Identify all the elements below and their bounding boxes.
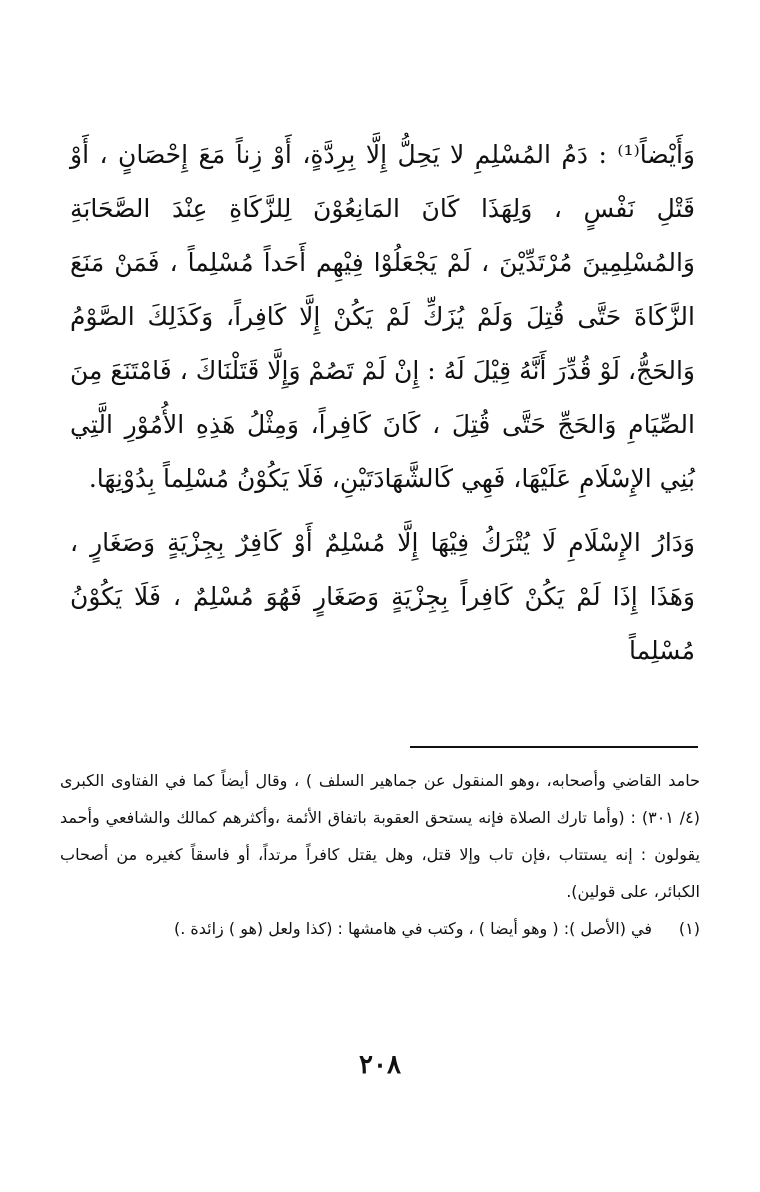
footnote-1-number: (١) <box>678 919 700 938</box>
footnote-1-text: في (الأصل ): ( وهو أيضا ) ، وكتب في هامشها : (كذا ولعل (هو ) زائدة .) <box>173 919 652 938</box>
footnote-separator <box>410 746 698 748</box>
footnote-1 <box>60 910 700 947</box>
main-text <box>70 128 695 678</box>
footnotes <box>60 762 700 947</box>
footnote-continuation: حامد القاضي وأصحابه، ،وهو المنقول عن جماهير السلف ) ، وقال أيضاً كما في الفتاوى الكبرى (٤/ ٣٠١) : (وأما تارك الصلاة فإنه يستحق العقوبة باتفاق الأئمة ،وأكثرهم كمالك والشافعي وأحمد يقولون : إنه يستتاب ،فإن تاب وإلا قتل، وهل يقتل كافراً مرتداً، أو فاسقاً كغيره من أصحاب الكبائر، على قولين). <box>60 771 701 901</box>
page-number: ٢٠٨ <box>359 1050 401 1080</box>
paragraph-1: وَأَيْضاً⁽¹⁾ : دَمُ المُسْلِمِ لا يَحِلُّ إِلَّا بِرِدَّةٍ، أَوْ زِناً مَعَ إِحْصَانٍ ، أَوْ قَتْلِ نَفْسٍ ، وَلِهَذَا كَانَ المَانِعُوْنَ لِلزَّكَاةِ عِنْدَ الصَّحَابَةِ وَالمُسْلِمِينَ مُرْتَدِّيْنَ ، لَمْ يَجْعَلُوْا فِيْهِم أَحَداً مُسْلِماً ، فَمَنْ مَنَعَ الزَّكَاةَ حَتَّى قُتِلَ وَلَمْ يُزَكِّ لَمْ يَكُنْ إِلَّا كَافِراً، وَكَذَلِكَ الصَّوْمُ وَالحَجُّ، لَوْ قُدِّرَ أَنَّهُ قِيْلَ لَهُ : إِنْ لَمْ تَصُمْ وَإِلَّا قَتَلْنَاكَ ، فَامْتَنَعَ مِنَ الصِّيَامِ وَالحَجِّ حَتَّى قُتِلَ ، كَانَ كَافِراً، وَمِثْلُ هَذِهِ الأُمُوْرِ الَّتِي بُنِي الإِسْلَامِ عَلَيْهَا، فَهِي كَالشَّهَادَتَيْنِ، فَلَا يَكُوْنُ مُسْلِماً بِدُوْنِهَا. <box>70 140 695 493</box>
paragraph-2: وَدَارُ الإِسْلَامِ لَا يُتْرَكُ فِيْهَا إِلَّا مُسْلِمٌ أَوْ كَافِرٌ بِجِزْيَةٍ وَصَغَارٍ ، وَهَذَا إِذَا لَمْ يَكُنْ كَافِراً بِجِزْيَةٍ وَصَغَارٍ فَهُوَ مُسْلِمٌ ، فَلَا يَكُوْنُ مُسْلِماً <box>70 528 695 665</box>
